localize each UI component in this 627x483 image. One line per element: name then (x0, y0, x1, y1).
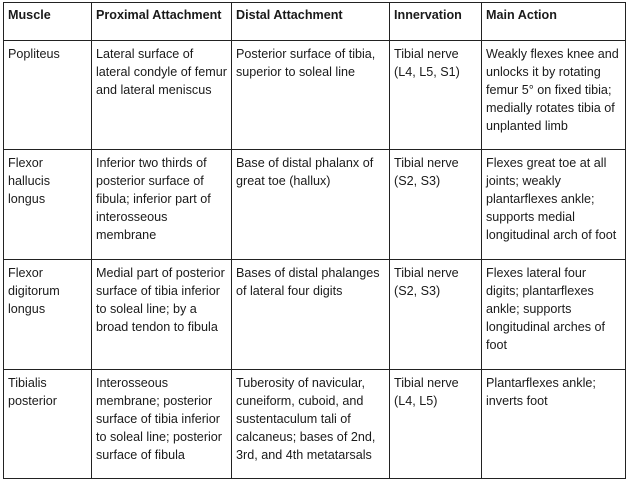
table-row (4, 41, 626, 150)
cell-proximal-attachment: Lateral surface of lateral condyle of femur and lateral meniscus (92, 41, 232, 150)
table-row (4, 370, 626, 479)
cell-innervation: Tibial nerve (S2, S3) (390, 260, 482, 370)
header-muscle: Muscle (4, 3, 92, 41)
cell-distal-attachment: Bases of distal phalanges of lateral four digits (232, 260, 390, 370)
table-row (4, 150, 626, 260)
cell-muscle: Tibialis posterior (4, 370, 92, 479)
cell-muscle: Popliteus (4, 41, 92, 150)
header-innervation: Innervation (390, 3, 482, 41)
header-proximal-attachment: Proximal Attachment (92, 3, 232, 41)
cell-distal-attachment: Tuberosity of navicular, cuneiform, cuboid, and sustentaculum tali of calcaneus; bases of 2nd, 3rd, and 4th metatarsals (232, 370, 390, 479)
cell-proximal-attachment: Interosseous membrane; posterior surface of tibia inferior to soleal line; posterior surface of fibula (92, 370, 232, 479)
cell-main-action: Weakly flexes knee and unlocks it by rotating femur 5° on fixed tibia; medially rotates tibia of unplanted limb (482, 41, 626, 150)
table-row (4, 260, 626, 370)
muscle-table (3, 2, 626, 479)
cell-innervation: Tibial nerve (L4, L5, S1) (390, 41, 482, 150)
cell-distal-attachment: Base of distal phalanx of great toe (hallux) (232, 150, 390, 260)
cell-distal-attachment: Posterior surface of tibia, superior to soleal line (232, 41, 390, 150)
header-row (4, 3, 626, 41)
cell-main-action: Flexes lateral four digits; plantarflexes ankle; supports longitudinal arches of foot (482, 260, 626, 370)
table-body (4, 41, 626, 479)
cell-muscle: Flexor digitorum longus (4, 260, 92, 370)
cell-proximal-attachment: Medial part of posterior surface of tibia inferior to soleal line; by a broad tendon to fibula (92, 260, 232, 370)
cell-main-action: Plantarflexes ankle; inverts foot (482, 370, 626, 479)
header-distal-attachment: Distal Attachment (232, 3, 390, 41)
header-main-action: Main Action (482, 3, 626, 41)
cell-proximal-attachment: Inferior two thirds of posterior surface of fibula; inferior part of interosseous membrane (92, 150, 232, 260)
cell-muscle: Flexor hallucis longus (4, 150, 92, 260)
cell-main-action: Flexes great toe at all joints; weakly plantarflexes ankle; supports medial longitudinal arch of foot (482, 150, 626, 260)
cell-innervation: Tibial nerve (S2, S3) (390, 150, 482, 260)
table-header (4, 3, 626, 41)
cell-innervation: Tibial nerve (L4, L5) (390, 370, 482, 479)
